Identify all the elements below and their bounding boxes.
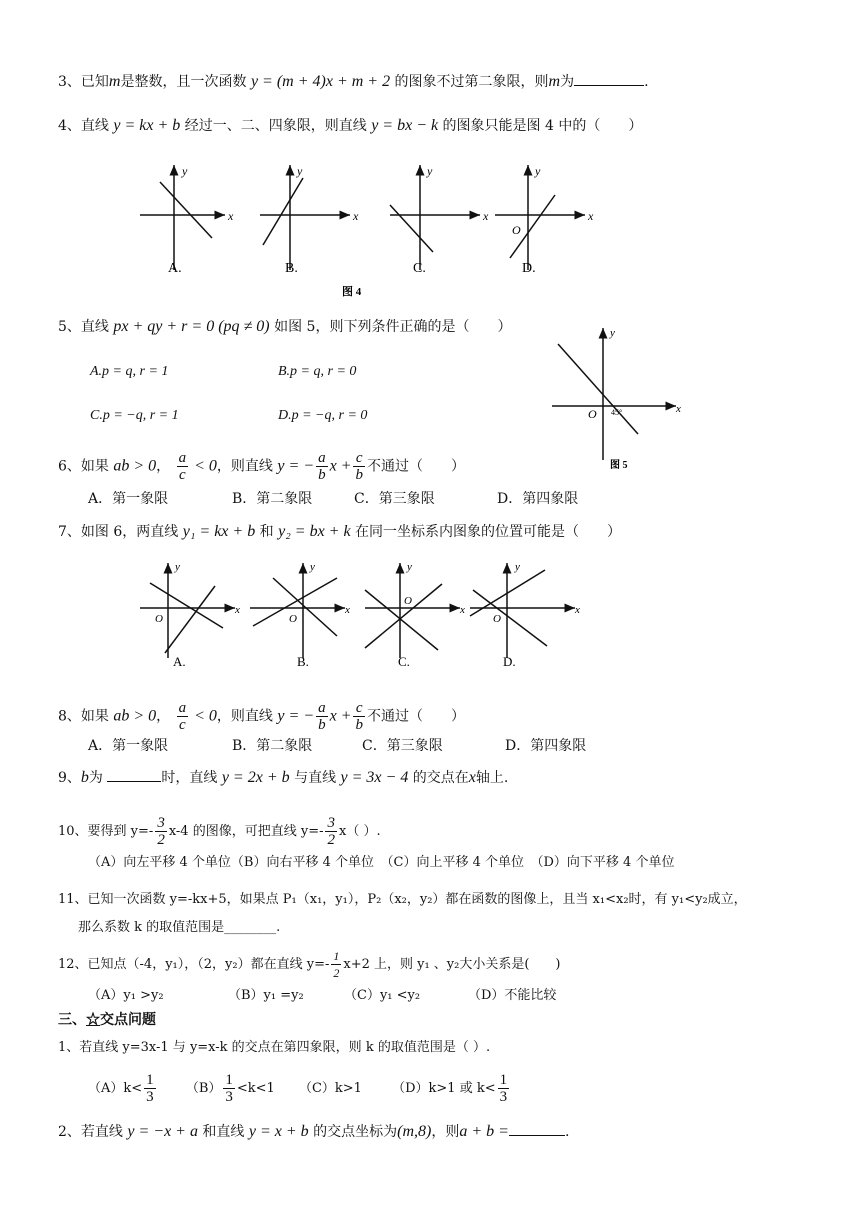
q6-option-a: A．第一象限 <box>88 491 169 507</box>
question-5: 5、直线 px + qy + r = 0 (pq ≠ 0) 如图 5，则下列条件正确的是（ ） <box>58 318 512 335</box>
svg-text:x: x <box>575 604 580 616</box>
question-11-line1: 11、已知一次函数 y=-kx+5，如果点 P₁（x₁，y₁），P₂（x₂，y₂）都在函数的图像上，且当 x₁<x₂时，有 y₁<y₂成立， <box>58 892 747 907</box>
svg-text:45°: 45° <box>611 408 623 417</box>
fig4-graph-d <box>495 164 594 276</box>
q10-options: （A）向左平移 4 个单位（B）向右平移 4 个单位 （C）向上平移 4 个单位 （D）向下平移 4 个单位 <box>88 855 675 870</box>
fig6-graph-a <box>140 561 240 669</box>
svg-text:x: x <box>228 209 234 223</box>
question-9: 9、b为 时，直线 y = 2x + b 与直线 y = 3x − 4 的交点在x轴上. <box>58 769 509 786</box>
question-8: 8、如果 ab > 0， $\frac{a}{c}$ < 0，则直线 y = − $\frac{a}{b}$ x + $\frac{c}{b}$ 不通过（ ） <box>58 700 465 733</box>
fig4-graph-c <box>390 164 489 276</box>
q8-option-c: C．第三象限 <box>362 738 443 754</box>
svg-text:x: x <box>353 209 359 223</box>
svg-text:O: O <box>404 595 412 607</box>
svg-text:x: x <box>345 604 350 616</box>
q5-option-d: D.p = −q, r = 0 <box>278 408 368 423</box>
fig6-graph-c <box>365 561 465 669</box>
q6-option-c: C．第三象限 <box>354 491 435 507</box>
svg-text:O: O <box>512 223 521 237</box>
section3-question-2: 2、若直线 y = −x + a 和直线 y = x + b 的交点坐标为(m,8)，则a + b = . <box>58 1123 570 1140</box>
star-icon: ☆ <box>86 1012 100 1028</box>
question-10: 10、要得到 y=- $\frac{3}{2}$ x-4 的图像，可把直线 y=- $\frac{3}{2}$ x（ ）. <box>58 815 381 848</box>
section3-q1-options: （A）k< $\frac{1}{3}$ （B） $\frac{1}{3}$ <k<1 （C）k>1 （D）k>1 或 k< $\frac{1}{3}$ <box>88 1072 508 1105</box>
figure-5 <box>548 320 688 470</box>
svg-text:y: y <box>427 164 433 178</box>
section3-question-1: 1、若直线 y=3x-1 与 y=x-k 的交点在第四象限，则 k 的取值范围是（ ）. <box>58 1040 491 1055</box>
svg-text:O: O <box>493 613 501 625</box>
svg-text:O: O <box>289 613 297 625</box>
svg-text:x: x <box>483 209 489 223</box>
q5-option-b: B.p = q, r = 0 <box>278 364 357 379</box>
question-12: 12、已知点（-4，y₁），（2，y₂）都在直线 y=- $\frac{1}{2}$ x+2 上，则 y₁ 、y₂大小关系是( ) <box>58 949 561 980</box>
fig4-graph-a <box>140 164 234 276</box>
q5-option-a: A.p = q, r = 1 <box>90 364 169 379</box>
q6-option-b: B．第二象限 <box>232 491 313 507</box>
svg-text:y: y <box>610 327 615 339</box>
svg-text:x: x <box>460 604 465 616</box>
section-3-heading: 三、☆交点问题 <box>58 1012 156 1028</box>
q6-option-d: D．第四象限 <box>497 491 579 507</box>
figure-5-caption: 图 5 <box>610 460 628 470</box>
q8-option-b: B．第二象限 <box>232 738 313 754</box>
svg-text:y: y <box>407 561 412 573</box>
q12-option-d: （D）不能比较 <box>468 988 557 1003</box>
svg-text:y: y <box>175 561 180 573</box>
fig4-label-b: B. <box>285 261 298 276</box>
fig4-label-c: C. <box>413 261 426 276</box>
fig4-graph-b <box>260 164 359 276</box>
svg-text:A.: A. <box>173 654 186 669</box>
svg-text:x: x <box>588 209 594 223</box>
fig4-label-d: D. <box>522 261 536 276</box>
svg-text:O: O <box>588 407 597 421</box>
question-4: 4、直线 y = kx + b 经过一、二、四象限，则直线 y = bx − k 的图象只能是图 4 中的（ ） <box>58 117 643 134</box>
fig4-label-a: A. <box>168 261 182 276</box>
svg-text:y: y <box>535 164 541 178</box>
svg-text:C.: C. <box>398 654 410 669</box>
svg-text:x: x <box>676 403 681 415</box>
svg-text:B.: B. <box>297 654 309 669</box>
figure-4 <box>130 160 600 305</box>
question-11-line2: 那么系数 k 的取值范围是________. <box>78 920 281 935</box>
question-7: 7、如图 6，两直线 y₁ = kx + b 和 y₂ = bx + k 在同一坐标系内图象的位置可能是（ ） <box>58 523 622 540</box>
q12-option-b: （B）y₁ =y₂ <box>228 988 304 1003</box>
svg-text:y: y <box>182 164 188 178</box>
q5-option-c: C.p = −q, r = 1 <box>90 408 179 423</box>
q8-option-a: A．第一象限 <box>88 738 169 754</box>
question-6: 6、如果 ab > 0， $\frac{a}{c}$ < 0，则直线 y = − $\frac{a}{b}$ x + $\frac{c}{b}$ 不通过（ ） <box>58 450 465 483</box>
svg-text:y: y <box>297 164 303 178</box>
svg-text:D.: D. <box>503 654 516 669</box>
figure-4-caption: 图 4 <box>342 286 362 298</box>
q8-option-d: D．第四象限 <box>505 738 587 754</box>
fig6-graph-b <box>250 561 350 669</box>
svg-text:O: O <box>155 613 163 625</box>
question-3: 3、已知m是整数，且一次函数 y = (m + 4)x + m + 2 的图象不过第二象限，则m为 . <box>58 73 649 90</box>
figure-6 <box>135 558 585 670</box>
svg-text:x: x <box>235 604 240 616</box>
svg-text:y: y <box>515 561 520 573</box>
svg-text:y: y <box>310 561 315 573</box>
q12-option-a: （A）y₁ >y₂ <box>88 988 164 1003</box>
fig6-graph-d <box>470 561 580 669</box>
q12-option-c: （C）y₁ <y₂ <box>344 988 421 1003</box>
